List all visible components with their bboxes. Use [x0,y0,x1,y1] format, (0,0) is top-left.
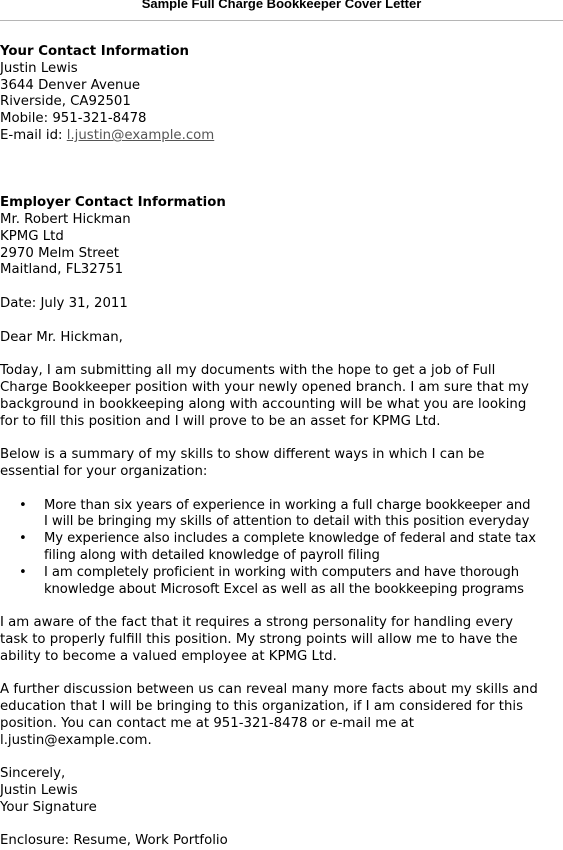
sender-city: Riverside, CA92501 [0,94,131,110]
spacer [0,481,563,498]
list-item-line: More than six years of experience in working a full charge bookkeeper and [44,497,531,513]
enclosure-line: Enclosure: Resume, Work Portfolio [0,833,228,849]
paragraph-line: essential for your organization: [0,463,208,479]
bullet-icon: • [19,497,27,513]
bullet-icon: • [19,564,27,580]
spacer [0,279,563,296]
sender-name: Justin Lewis [0,60,78,76]
cover-letter [0,44,563,850]
sender-email-line [0,128,563,145]
paragraph-intro [0,363,563,430]
skills-list [0,498,563,599]
paragraph-summary [0,447,563,481]
list-item-line: I will be bringing my skills of attention to detail with this position everyday [44,514,530,530]
list-item [0,565,563,599]
list-item-line: knowledge about Microsoft Excel as well as all the bookkeeping programs [44,581,524,597]
paragraph-line: Today, I am submitting all my documents with the hope to get a job of Full [0,363,496,379]
list-item-line: My experience also includes a complete knowledge of federal and state tax [44,531,536,547]
sender-mobile: Mobile: 951-321-8478 [0,111,147,127]
paragraph-line: A further discussion between us can reveal many more facts about my skills and [0,682,538,698]
page-title: Sample Full Charge Bookkeeper Cover Letter [141,0,422,11]
paragraph-line: Charge Bookkeeper position with your newly opened branch. I am sure that my [0,379,529,395]
closing-name: Justin Lewis [0,783,78,799]
your-contact-heading: Your Contact Information [0,44,189,59]
paragraph-line: ability to become a valued employee at KPMG Ltd. [0,648,337,664]
employer-contact-heading: Employer Contact Information [0,195,226,211]
spacer [0,817,563,834]
sender-email-label: E-mail id: [0,127,67,143]
employer-street: 2970 Melm Street [0,245,119,261]
paragraph-line: for to fill this position and I will prove to be an asset for KPMG Ltd. [0,413,441,429]
list-item-line: I am completely proficient in working with computers and have thorough [44,564,520,580]
sender-email-link[interactable]: l.justin@example.com [66,127,215,143]
employer-name: Mr. Robert Hickman [0,211,131,227]
spacer [0,346,563,363]
employer-city: Maitland, FL32751 [0,262,124,278]
title-divider [0,20,563,21]
paragraph-line: position. You can contact me at 951-321-8478 or e-mail me at [0,715,414,731]
paragraph-line: Below is a summary of my skills to show different ways in which I can be [0,447,485,463]
letter-date: Date: July 31, 2011 [0,295,128,311]
closing-signature: Your Signature [0,799,97,815]
closing-block [0,766,563,816]
bullet-icon: • [19,531,27,547]
spacer [0,313,563,330]
employer-contact-block [0,195,563,279]
employer-company: KPMG Ltd [0,228,64,244]
paragraph-line: background in bookkeeping along with accounting will be what you are looking [0,396,527,412]
spacer [0,749,563,766]
salutation: Dear Mr. Hickman, [0,329,123,345]
paragraph-line: education that I will be bringing to this organization, if I am considered for this [0,699,524,715]
paragraph-line: task to properly fulfill this position. My strong points will allow me to have the [0,631,518,647]
list-item-line: filing along with detailed knowledge of payroll filing [44,547,380,563]
sender-street: 3644 Denver Avenue [0,77,141,93]
paragraph-discussion [0,682,563,749]
paragraph-line: l.justin@example.com. [0,732,152,748]
spacer [0,598,563,615]
spacer [0,665,563,682]
paragraph-line: I am aware of the fact that it requires a strong personality for handling every [0,615,514,631]
closing-sincerely: Sincerely, [0,766,66,782]
spacer [0,145,563,195]
list-item [0,531,563,565]
list-item [0,498,563,532]
paragraph-personality [0,615,563,665]
spacer [0,430,563,447]
your-contact-block [0,44,563,145]
